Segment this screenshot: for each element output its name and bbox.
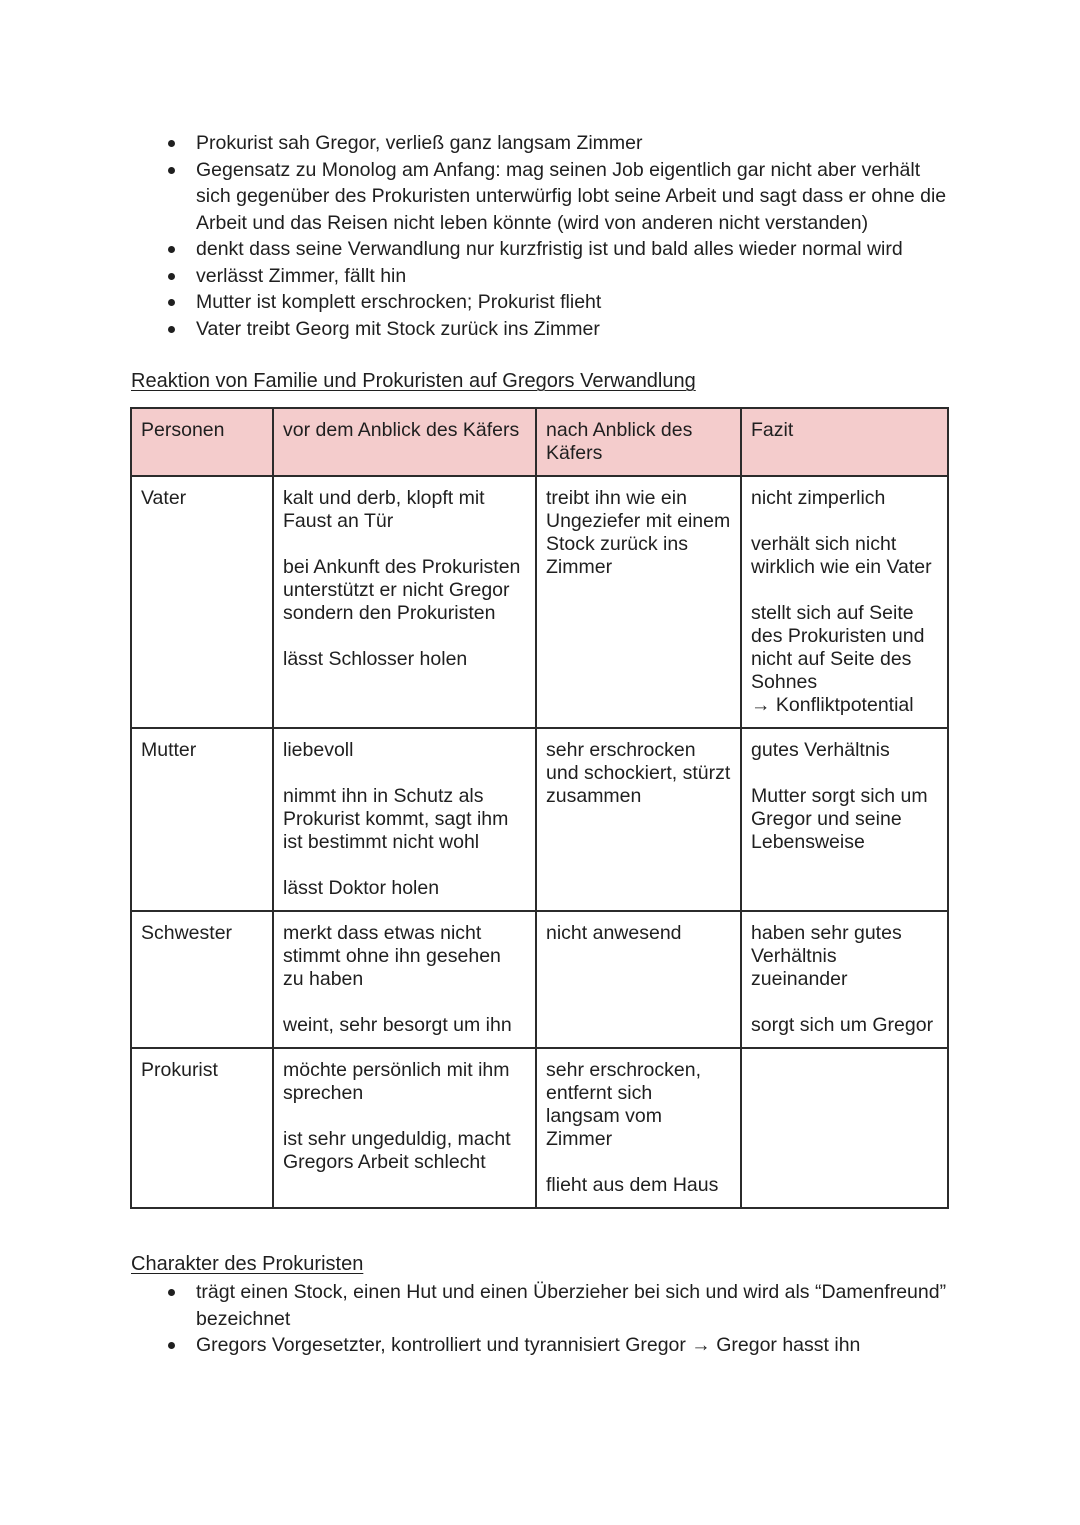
list-item-text: denkt dass seine Verwandlung nur kurzfristig ist und bald alles wieder normal wird xyxy=(196,238,903,260)
cell-before xyxy=(273,476,536,728)
cell-before xyxy=(273,728,536,911)
cell-text xyxy=(751,602,938,717)
bullet-icon xyxy=(168,1289,175,1296)
cell-text: sorgt sich um Gregor xyxy=(751,1014,934,1036)
cell-text: Mutter sorgt sich um Gregor und seine Lebensweise xyxy=(751,785,928,853)
list-item-text: Vater treibt Georg mit Stock zurück ins Zimmer xyxy=(196,317,600,340)
cell-text: weint, sehr besorgt um ihn xyxy=(283,1014,512,1036)
list-item xyxy=(160,130,950,157)
cell-person xyxy=(131,728,273,911)
cell-text: merkt dass etwas nicht stimmt ohne ihn gesehen zu haben xyxy=(283,922,501,990)
cell-text: möchte persönlich mit ihm sprechen xyxy=(283,1059,510,1104)
arrow-note: → Konfliktpotential xyxy=(751,694,914,716)
bullet-icon xyxy=(168,273,175,280)
cell-text: lässt Doktor holen xyxy=(283,877,440,899)
list-item xyxy=(160,157,950,237)
cell-conclusion xyxy=(741,1048,948,1208)
cell-person xyxy=(131,911,273,1048)
cell-text: nicht anwesend xyxy=(546,922,682,944)
cell-text: kalt und derb, klopft mit Faust an Tür xyxy=(283,487,485,532)
cell-conclusion xyxy=(741,728,948,911)
reaction-table xyxy=(130,407,949,1209)
list-item-text: Gegensatz zu Monolog am Anfang: mag seinen Job eigentlich gar nicht aber verhält sich gegenüber des Prokuristen unterwürfig lobt seine Arbeit und sagt dass er ohne die Arbeit und das Reisen nicht leben könnte (wird von anderen nicht verstanden) xyxy=(196,158,947,234)
bullet-icon xyxy=(168,167,175,174)
cell-person xyxy=(131,1048,273,1208)
list-item-text: Mutter ist komplett erschrocken; Prokurist flieht xyxy=(196,291,602,313)
plot-summary-list xyxy=(160,130,950,342)
header-after: nach Anblick des Käfers xyxy=(536,408,741,476)
table-row xyxy=(131,476,948,728)
cell-text: Prokurist xyxy=(141,1059,218,1081)
list-item xyxy=(160,1332,950,1359)
cell-after xyxy=(536,728,741,911)
cell-before xyxy=(273,1048,536,1208)
cell-conclusion xyxy=(741,476,948,728)
cell-conclusion xyxy=(741,911,948,1048)
table-row xyxy=(131,728,948,911)
cell-text: Schwester xyxy=(141,922,233,944)
cell-text: liebevoll xyxy=(283,739,354,761)
table-header-row xyxy=(131,408,948,476)
cell-text: Mutter xyxy=(141,739,197,761)
cell-after xyxy=(536,911,741,1048)
list-item xyxy=(160,236,950,263)
bullet-icon xyxy=(168,246,175,253)
table-heading: Reaktion von Familie und Prokuristen auf Gregors Verwandlung xyxy=(131,370,696,392)
cell-person xyxy=(131,476,273,728)
header-before: vor dem Anblick des Käfers xyxy=(273,408,536,476)
cell-after xyxy=(536,476,741,728)
cell-before xyxy=(273,911,536,1048)
cell-after xyxy=(536,1048,741,1208)
cell-text: nicht zimperlich xyxy=(751,487,886,509)
cell-text: flieht aus dem Haus xyxy=(546,1174,719,1196)
list-item-text: trägt einen Stock, einen Hut und einen Überzieher bei sich und wird als “Damenfreund” bezeichnet xyxy=(196,1281,947,1330)
cell-text: gutes Verhältnis xyxy=(751,739,890,761)
cell-text: treibt ihn wie ein Ungeziefer mit einem Stock zurück ins Zimmer xyxy=(546,487,731,578)
list-item xyxy=(160,263,950,290)
list-item-text: verlässt Zimmer, fällt hin xyxy=(196,264,407,287)
cell-text: verhält sich nicht wirklich wie ein Vater xyxy=(751,533,932,578)
header-fazit: Fazit xyxy=(741,408,948,476)
table-row xyxy=(131,911,948,1048)
list-item xyxy=(160,316,950,343)
bullet-icon xyxy=(168,140,175,147)
bullet-icon xyxy=(168,299,175,306)
cell-text: sehr erschrocken und schockiert, stürzt zusammen xyxy=(546,739,731,807)
cell-text: haben sehr gutes Verhältnis zueinander xyxy=(751,922,902,990)
cell-text: bei Ankunft des Prokuristen unterstützt er nicht Gregor sondern den Prokuristen xyxy=(283,556,521,624)
list-item-text: Gregors Vorgesetzter, kontrolliert und tyrannisiert Gregor → Gregor hasst ihn xyxy=(196,1334,861,1356)
bullet-icon xyxy=(168,326,175,333)
list-item-text: Prokurist sah Gregor, verließ ganz langsam Zimmer xyxy=(196,132,643,154)
cell-text: Vater xyxy=(141,487,187,509)
header-personen: Personen xyxy=(131,408,273,476)
cell-text: sehr erschrocken, entfernt sich langsam vom Zimmer xyxy=(546,1059,701,1150)
list-item xyxy=(160,289,950,316)
character-list xyxy=(160,1279,950,1359)
cell-text: lässt Schlosser holen xyxy=(283,648,468,670)
cell-text-line: stellt sich auf Seite des Prokuristen und nicht auf Seite des Sohnes xyxy=(751,602,925,693)
character-heading: Charakter des Prokuristen xyxy=(131,1253,364,1275)
bullet-icon xyxy=(168,1342,175,1349)
cell-text: ist sehr ungeduldig, macht Gregors Arbeit schlecht xyxy=(283,1128,511,1173)
table-row xyxy=(131,1048,948,1208)
list-item xyxy=(160,1279,950,1332)
cell-text: nimmt ihn in Schutz als Prokurist kommt, sagt ihm ist bestimmt nicht wohl xyxy=(283,785,509,853)
